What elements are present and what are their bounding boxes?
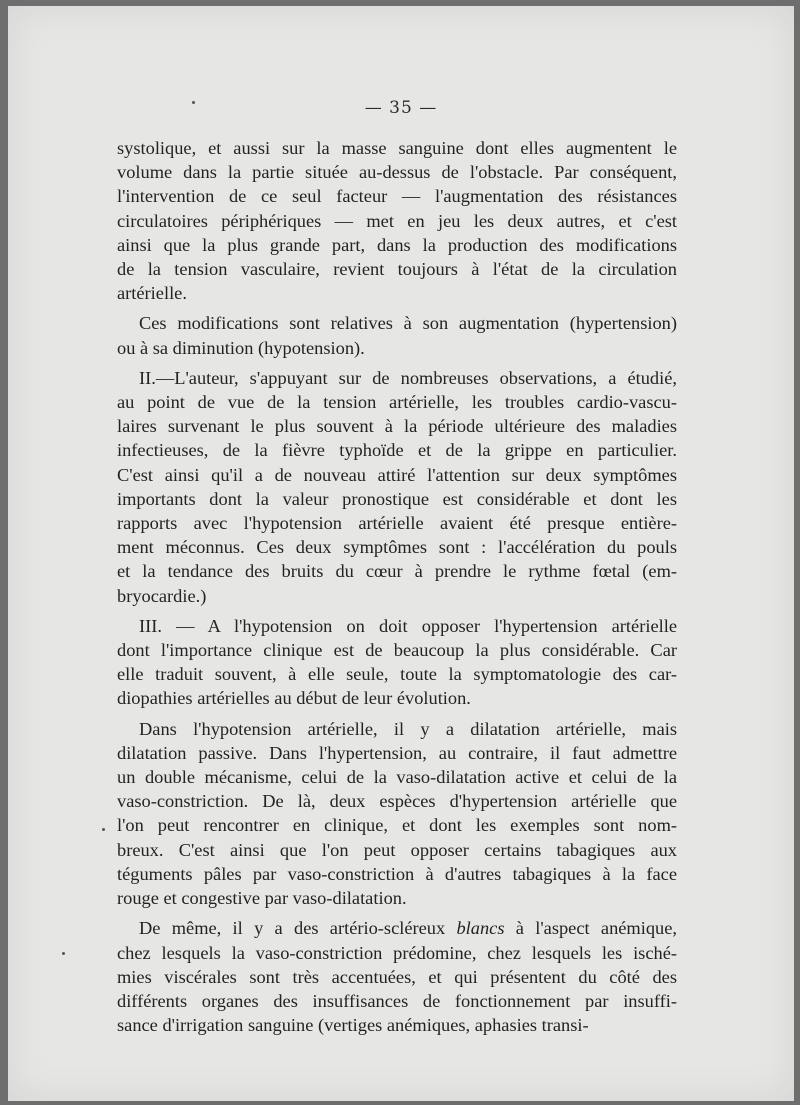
text-line: l'on peut rencontrer en clinique, et dont les exemples sont nom- xyxy=(117,815,677,836)
page-number: — 35 — xyxy=(364,98,438,118)
text-line: vaso-constriction. De là, deux espèces d'hypertension artérielle que xyxy=(117,791,677,812)
text-line: laires survenant le plus souvent à la période ultérieure des maladies xyxy=(117,416,677,437)
text-line: mies viscérales sont très accentuées, et qui présentent du côté des xyxy=(117,966,677,987)
body-text xyxy=(117,136,677,1043)
text-line: infectieuses, de la fièvre typhoïde et de la grippe en particulier. xyxy=(117,440,677,461)
text-line: Ces modifications sont relatives à son augmentation (hypertension) xyxy=(139,313,677,334)
text-line: au point de vue de la tension artérielle, les troubles cardio-vascu- xyxy=(117,392,677,413)
text-line: diopathies artérielles au début de leur évolution. xyxy=(117,688,471,709)
text-line: circulatoires périphériques — met en jeu les deux autres, et c'est xyxy=(117,210,677,231)
text-line: rapports avec l'hypotension artérielle avaient été presque entière- xyxy=(117,513,677,534)
text-line: chez lesquels la vaso-constriction prédomine, chez lesquels les isché- xyxy=(117,942,677,963)
ink-speck xyxy=(62,952,65,955)
text-line: ment méconnus. Ces deux symptômes sont : l'accélération du pouls xyxy=(117,537,677,558)
text-line: volume dans la partie située au-dessus de l'obstacle. Par conséquent, xyxy=(117,162,677,183)
text-line: breux. C'est ainsi que l'on peut opposer certains tabagiques aux xyxy=(117,839,677,860)
text-line: téguments pâles par vaso-constriction à d'autres tabagiques à la face xyxy=(117,863,677,884)
paragraph xyxy=(117,614,677,711)
ink-speck xyxy=(102,828,105,831)
text-line: rouge et congestive par vaso-dilatation. xyxy=(117,888,407,909)
paragraph xyxy=(117,366,677,608)
text-line: bryocardie.) xyxy=(117,585,207,606)
text-line: différents organes des insuffisances de fonctionnement par insuffi- xyxy=(117,990,677,1011)
text-line: sance d'irrigation sanguine (vertiges anémiques, aphasies transi- xyxy=(117,1015,589,1036)
text-line: III. — A l'hypotension on doit opposer l'hypertension artérielle xyxy=(139,615,677,636)
text-line: De même, il y a des artério-scléreux blancs à l'aspect anémique, xyxy=(139,918,677,939)
text-line: un double mécanisme, celui de la vaso-dilatation active et celui de la xyxy=(117,767,677,788)
text-line: artérielle. xyxy=(117,283,187,304)
text-line: systolique, et aussi sur la masse sanguine dont elles augmentent le xyxy=(117,138,677,158)
text-line: dilatation passive. Dans l'hypertension, au contraire, il faut admettre xyxy=(117,742,677,763)
paragraph xyxy=(117,136,677,305)
text-line: de la tension vasculaire, revient toujours à l'état de la circulation xyxy=(117,259,677,280)
text-line: Dans l'hypotension artérielle, il y a dilatation artérielle, mais xyxy=(139,718,677,739)
paragraph xyxy=(117,717,677,911)
text-line: l'intervention de ce seul facteur — l'augmentation des résistances xyxy=(117,186,677,207)
text-line: elle traduit souvent, à elle seule, toute la symptomatologie des car- xyxy=(117,664,677,685)
paragraph xyxy=(117,311,677,359)
paragraph xyxy=(117,916,677,1037)
text-line: et la tendance des bruits du cœur à prendre le rythme fœtal (em- xyxy=(117,561,677,582)
ink-speck xyxy=(192,101,195,104)
text-line: II.—L'auteur, s'appuyant sur de nombreuses observations, a étudié, xyxy=(139,367,677,388)
text-line: C'est ainsi qu'il a de nouveau attiré l'attention sur deux symptômes xyxy=(117,464,677,485)
book-page xyxy=(8,6,794,1101)
text-line: importants dont la valeur pronostique est considérable et dont les xyxy=(117,488,677,509)
text-line: dont l'importance clinique est de beaucoup la plus considérable. Car xyxy=(117,640,677,661)
text-line: ou à sa diminution (hypotension). xyxy=(117,337,365,358)
text-line: ainsi que la plus grande part, dans la production des modifications xyxy=(117,234,677,255)
